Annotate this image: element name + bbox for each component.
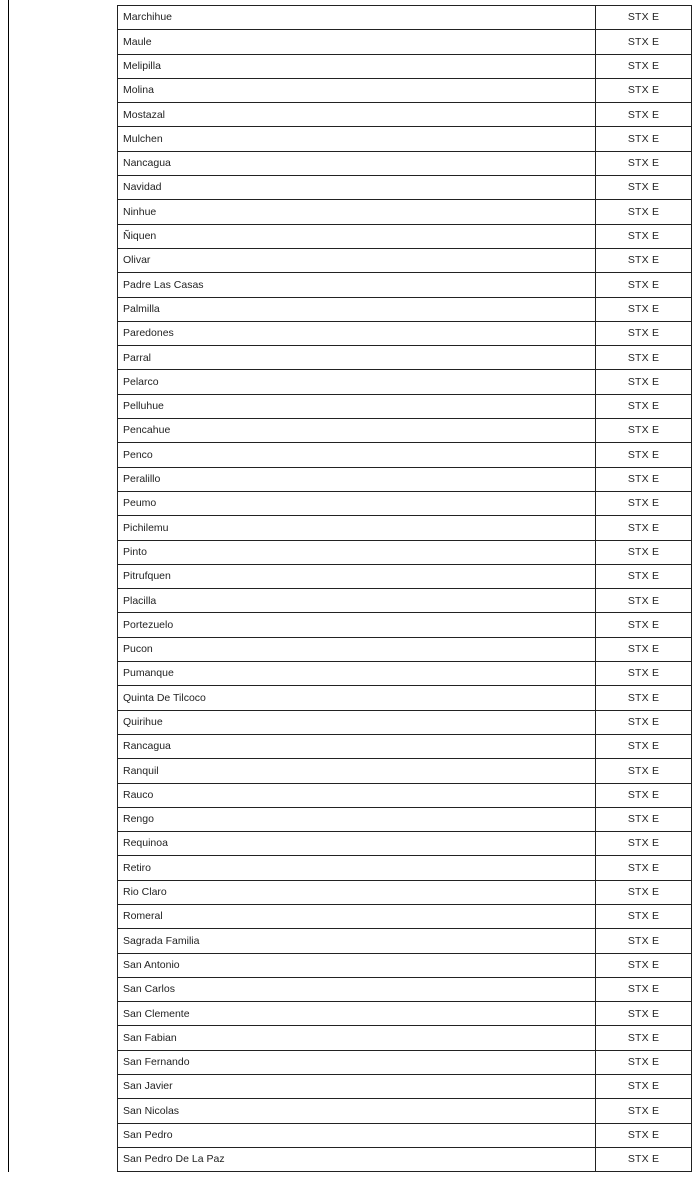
commune-code-cell: STX E [596,176,692,200]
table-row [118,176,692,200]
commune-code-cell: STX E [596,419,692,443]
commune-name-cell: Ñiquen [118,224,596,248]
commune-name-cell: Pelluhue [118,394,596,418]
commune-name-cell: Pichilemu [118,516,596,540]
commune-code-cell: STX E [596,734,692,758]
commune-code-cell: STX E [596,1002,692,1026]
table-row [118,904,692,928]
commune-name-cell: Peumo [118,491,596,515]
table-row [118,734,692,758]
commune-code-cell: STX E [596,200,692,224]
commune-name-cell: Padre Las Casas [118,273,596,297]
commune-name-cell: Molina [118,78,596,102]
table-row [118,564,692,588]
commune-name-cell: Pelarco [118,370,596,394]
table-row [118,516,692,540]
table-row [118,6,692,30]
table-row [118,248,692,272]
table-row [118,686,692,710]
commune-code-cell: STX E [596,321,692,345]
commune-code-cell: STX E [596,904,692,928]
commune-code-cell: STX E [596,394,692,418]
table-row [118,491,692,515]
commune-code-cell: STX E [596,127,692,151]
commune-name-cell: Ranquil [118,759,596,783]
table-row [118,394,692,418]
table-row [118,297,692,321]
table-row [118,710,692,734]
commune-name-cell: Olivar [118,248,596,272]
table-row [118,443,692,467]
table-row [118,856,692,880]
table-row [118,1075,692,1099]
commune-code-cell: STX E [596,224,692,248]
commune-name-cell: Paredones [118,321,596,345]
commune-code-cell: STX E [596,710,692,734]
commune-code-cell: STX E [596,6,692,30]
table-row [118,103,692,127]
commune-code-cell: STX E [596,953,692,977]
commune-code-cell: STX E [596,1075,692,1099]
commune-name-cell: Sagrada Familia [118,929,596,953]
commune-name-cell: Parral [118,346,596,370]
table-row [118,880,692,904]
commune-code-cell: STX E [596,759,692,783]
table-row [118,1002,692,1026]
table-row [118,1026,692,1050]
commune-name-cell: Rauco [118,783,596,807]
table-row [118,759,692,783]
commune-name-cell: San Fernando [118,1050,596,1074]
commune-name-cell: Marchihue [118,6,596,30]
commune-name-cell: Maule [118,30,596,54]
commune-name-cell: Retiro [118,856,596,880]
table-row [118,1147,692,1171]
table-row [118,273,692,297]
commune-code-cell: STX E [596,78,692,102]
commune-code-cell: STX E [596,297,692,321]
commune-name-cell: Romeral [118,904,596,928]
commune-name-cell: San Carlos [118,977,596,1001]
commune-code-cell: STX E [596,977,692,1001]
commune-name-cell: Pitrufquen [118,564,596,588]
commune-name-cell: Pencahue [118,419,596,443]
table-row [118,151,692,175]
commune-code-cell: STX E [596,516,692,540]
commune-name-cell: Quinta De Tilcoco [118,686,596,710]
commune-name-cell: San Javier [118,1075,596,1099]
commune-name-cell: San Fabian [118,1026,596,1050]
commune-code-cell: STX E [596,1050,692,1074]
commune-code-cell: STX E [596,929,692,953]
commune-name-cell: Pucon [118,637,596,661]
commune-name-cell: Placilla [118,589,596,613]
table-row [118,977,692,1001]
commune-name-cell: Rengo [118,807,596,831]
table-row [118,1099,692,1123]
commune-name-cell: San Pedro [118,1123,596,1147]
commune-code-cell: STX E [596,613,692,637]
commune-code-cell: STX E [596,273,692,297]
commune-code-cell: STX E [596,1147,692,1171]
commune-name-cell: San Antonio [118,953,596,977]
commune-code-cell: STX E [596,467,692,491]
commune-code-cell: STX E [596,807,692,831]
commune-code-cell: STX E [596,1099,692,1123]
commune-code-cell: STX E [596,54,692,78]
commune-code-cell: STX E [596,564,692,588]
commune-name-cell: San Nicolas [118,1099,596,1123]
table-row [118,613,692,637]
table-row [118,54,692,78]
commune-name-cell: Mulchen [118,127,596,151]
commune-code-cell: STX E [596,151,692,175]
commune-code-cell: STX E [596,103,692,127]
commune-name-cell: Nancagua [118,151,596,175]
table-row [118,78,692,102]
commune-code-cell: STX E [596,880,692,904]
commune-code-cell: STX E [596,248,692,272]
commune-code-cell: STX E [596,783,692,807]
table-row [118,346,692,370]
commune-name-cell: Melipilla [118,54,596,78]
commune-code-cell: STX E [596,637,692,661]
commune-code-cell: STX E [596,856,692,880]
commune-code-cell: STX E [596,589,692,613]
commune-name-cell: Pinto [118,540,596,564]
commune-name-cell: Rancagua [118,734,596,758]
commune-name-cell: San Pedro De La Paz [118,1147,596,1171]
table-row [118,589,692,613]
table-row [118,419,692,443]
commune-name-cell: Portezuelo [118,613,596,637]
commune-name-cell: Palmilla [118,297,596,321]
commune-name-cell: Penco [118,443,596,467]
commune-name-cell: Pumanque [118,662,596,686]
commune-code-cell: STX E [596,1026,692,1050]
commune-name-cell: Rio Claro [118,880,596,904]
table-row [118,637,692,661]
commune-name-cell: Peralillo [118,467,596,491]
commune-code-cell: STX E [596,346,692,370]
table-row [118,30,692,54]
commune-code-cell: STX E [596,662,692,686]
commune-name-cell: San Clemente [118,1002,596,1026]
table-row [118,224,692,248]
table-row [118,1123,692,1147]
commune-code-cell: STX E [596,370,692,394]
table-row [118,467,692,491]
table-row [118,127,692,151]
table-row [118,1050,692,1074]
commune-code-cell: STX E [596,443,692,467]
commune-code-cell: STX E [596,491,692,515]
left-margin-rule [8,0,9,1172]
table-row [118,662,692,686]
table-row [118,783,692,807]
table-row [118,200,692,224]
commune-name-cell: Navidad [118,176,596,200]
commune-code-cell: STX E [596,686,692,710]
table-row [118,807,692,831]
commune-name-cell: Requinoa [118,832,596,856]
commune-code-cell: STX E [596,30,692,54]
commune-code-cell: STX E [596,1123,692,1147]
commune-name-cell: Quirihue [118,710,596,734]
commune-name-cell: Mostazal [118,103,596,127]
commune-code-cell: STX E [596,540,692,564]
table-row [118,540,692,564]
table-row [118,370,692,394]
commune-code-cell: STX E [596,832,692,856]
commune-table-body [118,6,692,1172]
table-row [118,953,692,977]
table-row [118,929,692,953]
table-row [118,832,692,856]
commune-table [117,5,692,1172]
table-row [118,321,692,345]
commune-name-cell: Ninhue [118,200,596,224]
